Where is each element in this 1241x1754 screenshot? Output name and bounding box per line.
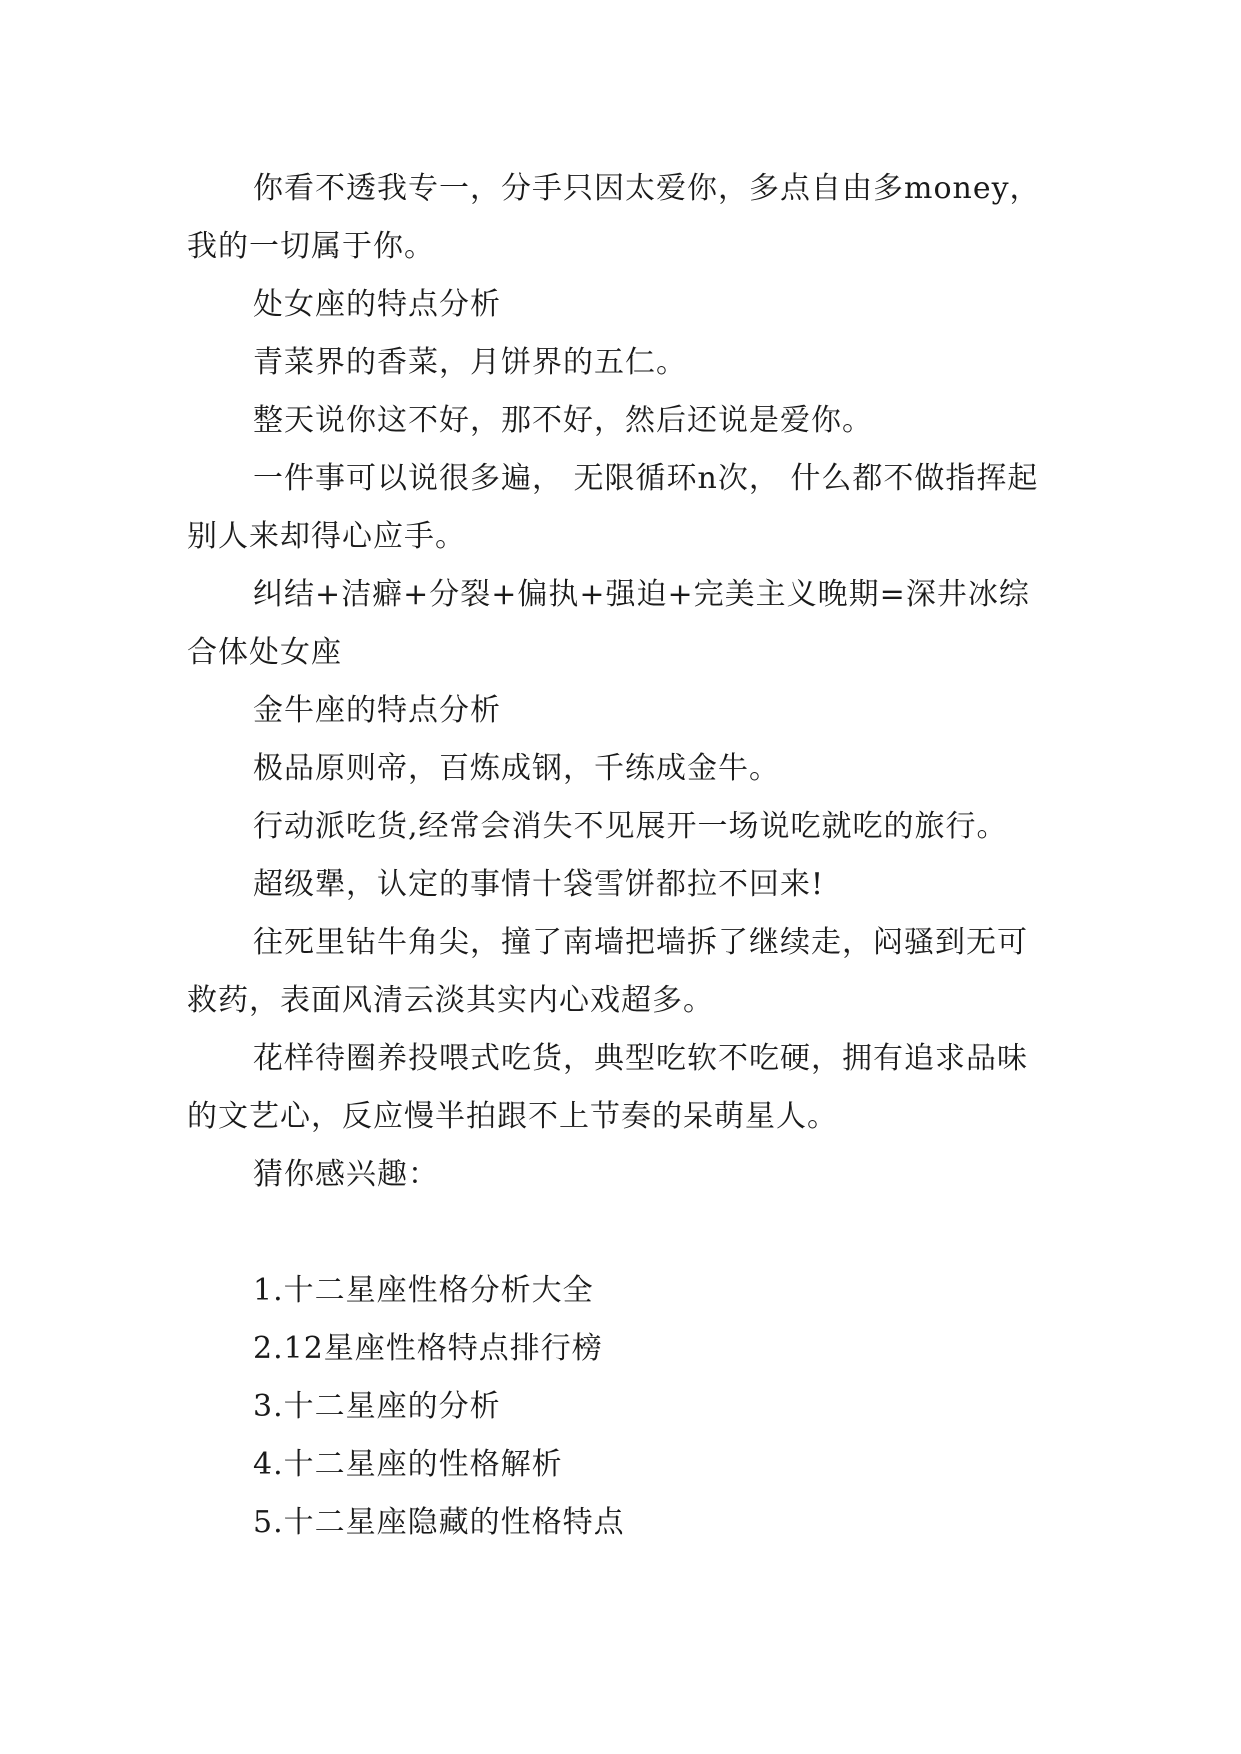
related-link[interactable]: 3.十二星座的分析	[253, 1389, 501, 1424]
section-heading-taurus: 金牛座的特点分析	[253, 693, 501, 728]
paragraph: 纠结+洁癖+分裂+偏执+强迫+完美主义晚期=深井冰综合体处女座	[187, 577, 1030, 670]
paragraph: 青菜界的香菜，月饼界的五仁。	[253, 345, 687, 380]
paragraph: 极品原则帝，百炼成钢，千练成金牛。	[253, 751, 780, 786]
related-link[interactable]: 2.12星座性格特点排行榜	[253, 1331, 603, 1366]
related-heading: 猜你感兴趣：	[253, 1157, 439, 1192]
paragraph: 行动派吃货,经常会消失不见展开一场说吃就吃的旅行。	[253, 809, 1008, 844]
paragraph: 超级犟，认定的事情十袋雪饼都拉不回来!	[253, 867, 825, 902]
paragraph: 整天说你这不好，那不好，然后还说是爱你。	[253, 403, 873, 438]
related-link[interactable]: 4.十二星座的性格解析	[253, 1447, 563, 1482]
related-link[interactable]: 5.十二星座隐藏的性格特点	[253, 1505, 625, 1540]
paragraph: 一件事可以说很多遍， 无限循环n次， 什么都不做指挥起别人来却得心应手。	[187, 461, 1039, 554]
paragraph: 你看不透我专一，分手只因太爱你，多点自由多money，我的一切属于你。	[187, 171, 1041, 264]
paragraph: 往死里钻牛角尖，撞了南墙把墙拆了继续走，闷骚到无可救药，表面风清云淡其实内心戏超多。	[187, 925, 1028, 1018]
section-heading-virgo: 处女座的特点分析	[253, 287, 501, 322]
paragraph: 花样待圈养投喂式吃货，典型吃软不吃硬，拥有追求品味的文艺心，反应慢半拍跟不上节奏的呆萌星人。	[187, 1041, 1028, 1134]
related-link[interactable]: 1.十二星座性格分析大全	[253, 1273, 594, 1308]
spacer	[187, 1204, 1057, 1262]
related-links-list	[187, 1262, 1057, 1552]
document-page	[187, 160, 1057, 1552]
